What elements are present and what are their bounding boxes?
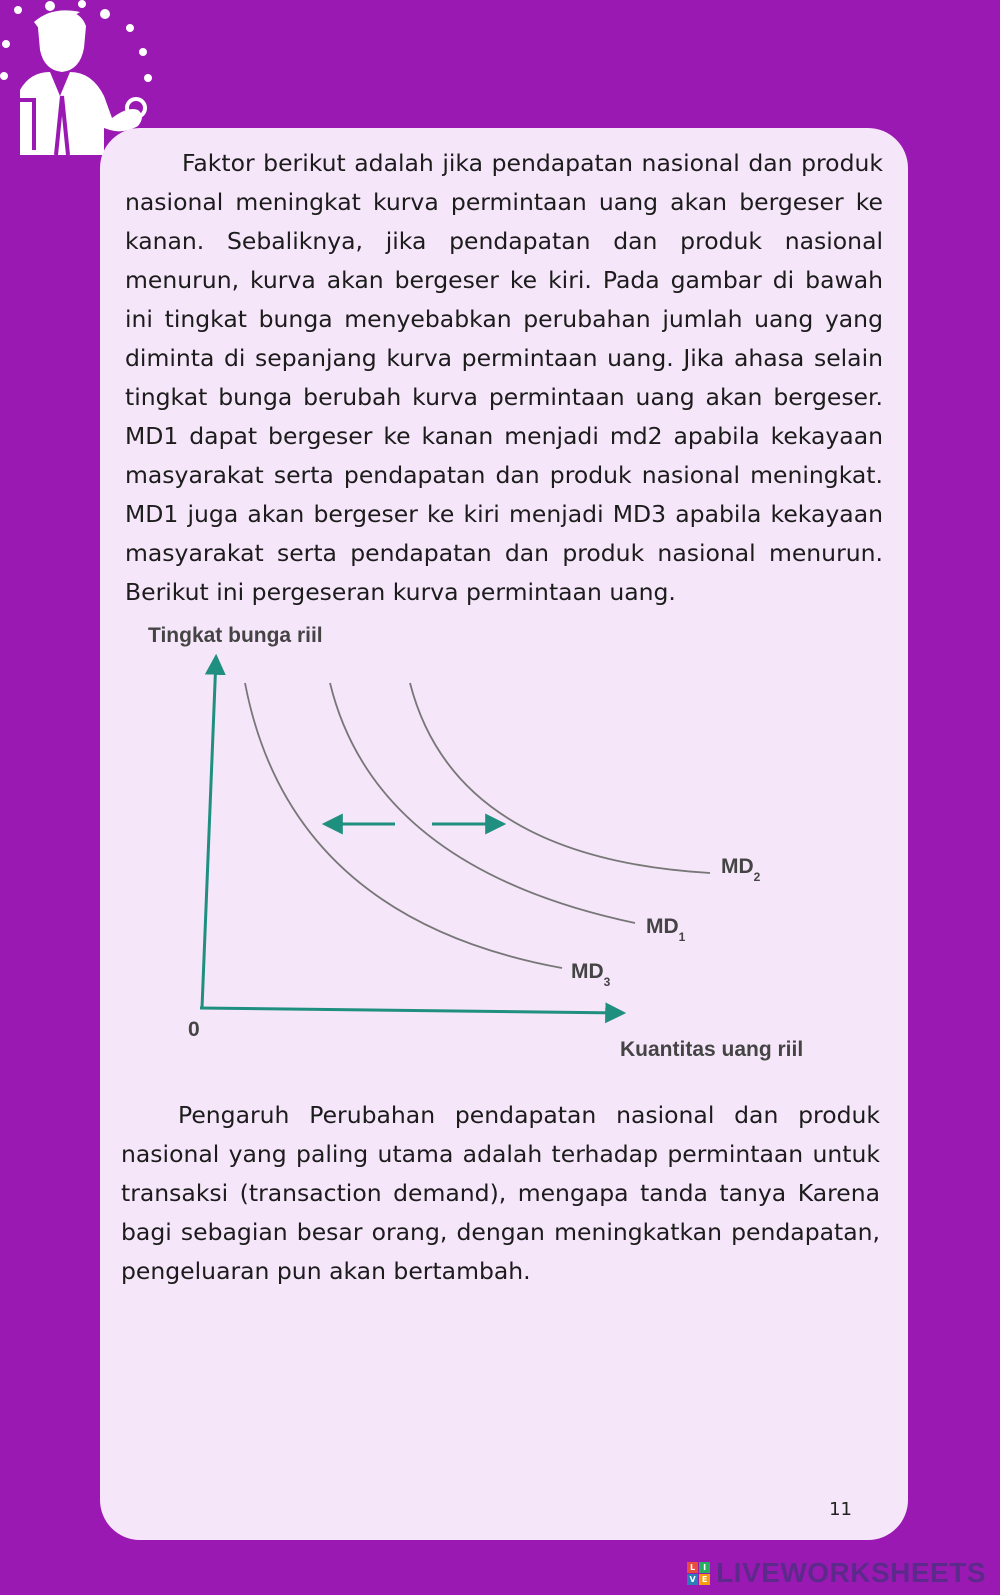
liveworksheets-logo-icon: L I V E [687, 1562, 710, 1585]
md3-label: $MD_3$ [571, 960, 611, 989]
origin-label: 0 [188, 1018, 200, 1041]
x-axis [200, 1008, 622, 1013]
md1-label: $MD_1$ [646, 915, 686, 944]
money-demand-chart [140, 618, 860, 1078]
x-axis-label: Kuantitas uang riil [620, 1038, 804, 1061]
content-card [100, 128, 908, 1540]
md2-curve [410, 683, 710, 873]
brand-name: LIVEWORKSHEETS [716, 1557, 986, 1588]
liveworksheets-brand [687, 1557, 986, 1589]
md2-label: $MD_2$ [721, 855, 761, 884]
paragraph-1: Faktor berikut adalah jika pendapatan nasional dan produk nasional meningkat kurva permintaan uang akan bergeser ke kanan. Sebaliknya, jika pendapatan dan produk nasional menurun, kurva akan bergeser ke kiri. Pada gambar di bawah ini tingkat bunga menyebabkan perubahan jumlah uang yang diminta di sepanjang kurva permintaan uang. Jika ahasa selain tingkat bunga berubah kurva permintaan uang akan bergeser. MD1 dapat bergeser ke kanan menjadi md2 apabila kekayaan masyarakat serta pendapatan dan produk nasional meningkat. MD1 juga akan bergeser ke kiri menjadi MD3 apabila kekayaan masyarakat serta pendapatan dan produk nasional menurun. Berikut ini pergeseran kurva permintaan uang. [125, 149, 883, 606]
y-axis-label: Tingkat bunga riil [148, 624, 323, 647]
page-number: 11 [829, 1499, 852, 1520]
md1-curve [330, 683, 635, 923]
md3-curve [245, 683, 562, 968]
paragraph-2: Pengaruh Perubahan pendapatan nasional dan produk nasional yang paling utama adalah terhadap permintaan untuk transaksi (transaction demand), mengapa tanda tanya Karena bagi sebagian besar orang, dengan meningkatkan pendapatan, pengeluaran pun akan bertambah. [121, 1101, 880, 1285]
y-axis [202, 658, 216, 1008]
